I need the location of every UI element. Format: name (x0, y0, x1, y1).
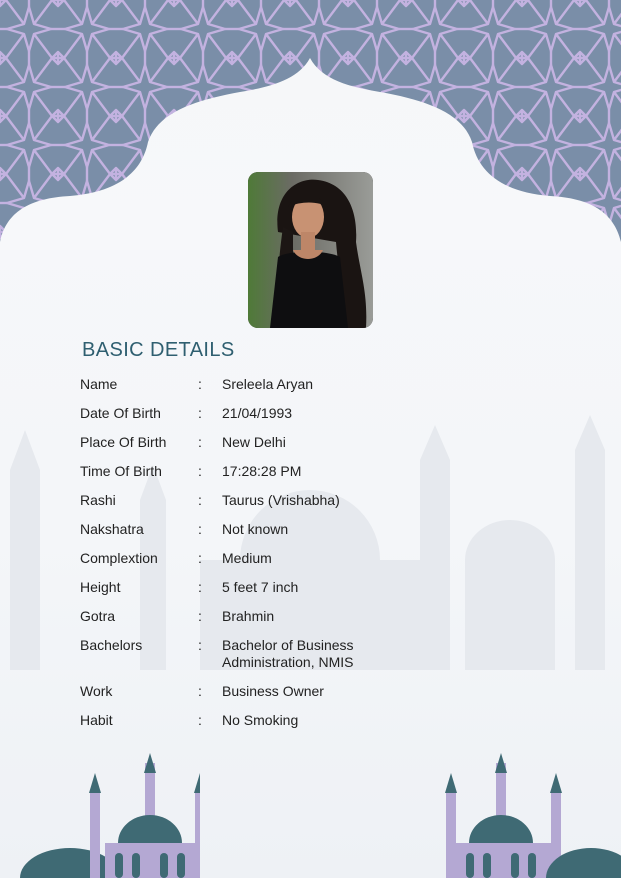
detail-label: Complextion (80, 550, 158, 566)
details-list (80, 376, 550, 741)
detail-value: No Smoking (222, 712, 299, 728)
detail-colon: : (198, 637, 202, 653)
detail-colon: : (198, 376, 202, 392)
detail-colon: : (198, 405, 202, 421)
detail-label: Gotra (80, 608, 116, 624)
detail-value: 21/04/1993 (222, 405, 293, 421)
detail-value: Sreleela Aryan (222, 376, 314, 392)
detail-row (80, 492, 550, 509)
detail-row (80, 579, 550, 596)
detail-value: 5 feet 7 inch (222, 579, 299, 595)
detail-row (80, 683, 550, 700)
detail-row (80, 376, 550, 393)
detail-row (80, 521, 550, 538)
detail-colon: : (198, 550, 202, 566)
detail-row (80, 434, 550, 451)
detail-colon: : (198, 521, 202, 537)
detail-value: Medium (222, 550, 272, 566)
detail-label: Name (80, 376, 118, 392)
detail-label: Time Of Birth (80, 463, 162, 479)
detail-row (80, 712, 550, 729)
detail-row (80, 405, 550, 422)
detail-colon: : (198, 434, 202, 450)
detail-label: Nakshatra (80, 521, 144, 537)
mosque-right-icon (441, 753, 621, 878)
detail-value: Brahmin (222, 608, 275, 624)
profile-photo (248, 172, 373, 328)
detail-label: Rashi (80, 492, 116, 508)
section-title: BASIC DETAILS (82, 339, 235, 361)
detail-label: Date Of Birth (80, 405, 161, 421)
detail-value: New Delhi (222, 434, 286, 450)
detail-colon: : (198, 712, 202, 728)
portrait-photo-icon (248, 172, 373, 328)
detail-colon: : (198, 608, 202, 624)
detail-value: Bachelor of Business Administration, NMIS (222, 637, 354, 670)
detail-label: Place Of Birth (80, 434, 167, 450)
detail-value: Business Owner (222, 683, 324, 699)
detail-value: 17:28:28 PM (222, 463, 302, 479)
detail-row (80, 463, 550, 480)
mosque-left-icon (20, 753, 200, 878)
detail-colon: : (198, 683, 202, 699)
detail-label: Bachelors (80, 637, 143, 653)
detail-label: Height (80, 579, 121, 595)
detail-row (80, 550, 550, 567)
detail-value: Not known (222, 521, 289, 537)
detail-colon: : (198, 492, 202, 508)
detail-value: Taurus (Vrishabha) (222, 492, 340, 508)
detail-row (80, 608, 550, 625)
detail-colon: : (198, 463, 202, 479)
detail-label: Habit (80, 712, 113, 728)
detail-colon: : (198, 579, 202, 595)
detail-row (80, 637, 550, 671)
detail-label: Work (80, 683, 113, 699)
